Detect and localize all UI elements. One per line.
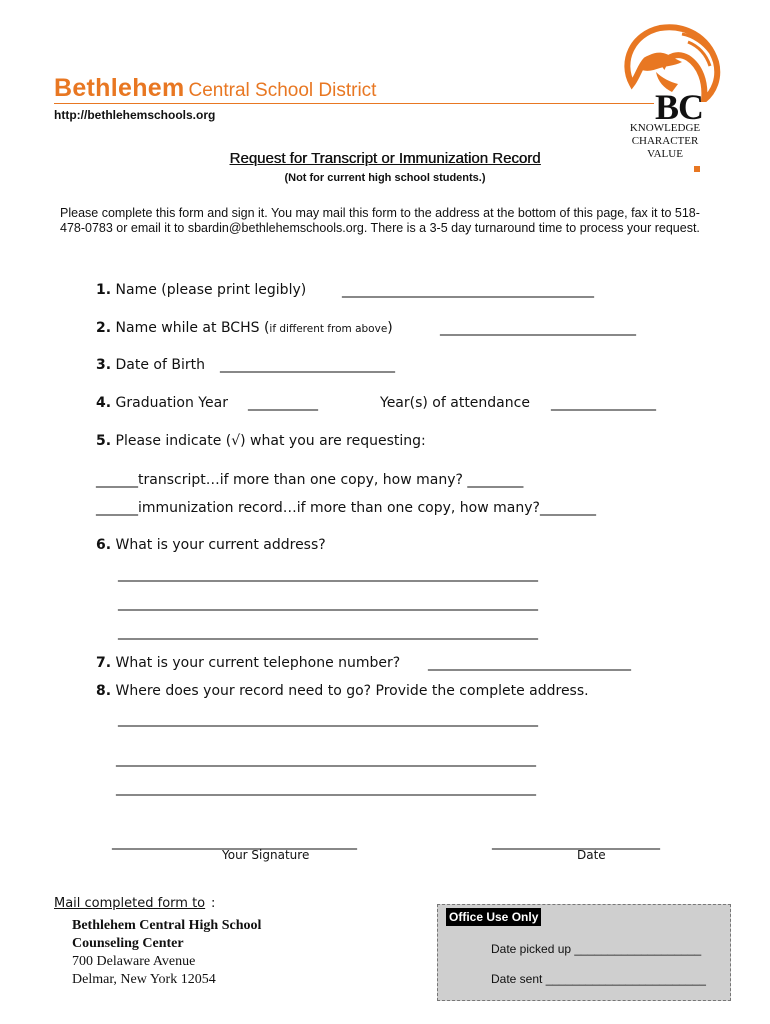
motto-line: KNOWLEDGE — [629, 122, 701, 134]
question-number: 6. — [96, 537, 112, 553]
question-number: 8. — [96, 683, 112, 699]
question-label: Name while at BCHS ( — [115, 320, 270, 336]
question-1 — [96, 282, 306, 298]
question-number: 7. — [96, 655, 112, 671]
date-field[interactable]: ________________________ — [492, 834, 660, 850]
question-number: 2. — [96, 320, 112, 336]
address-line-1[interactable]: ____________________________________________________________ — [118, 566, 538, 582]
question-number: 3. — [96, 357, 112, 373]
address-city: Delmar, New York 12054 — [72, 972, 216, 987]
former-name-field[interactable]: ____________________________ — [440, 320, 636, 336]
question-4 — [96, 395, 228, 411]
name-field[interactable]: ____________________________________ — [342, 282, 594, 298]
question-label: Date of Birth — [115, 357, 205, 373]
birth-date-field[interactable]: _________________________ — [220, 357, 395, 373]
question-label: What is your current telephone number? — [115, 655, 401, 671]
office-use-title: Office Use Only — [446, 908, 541, 926]
address-line-3[interactable]: ____________________________________________________________ — [118, 624, 538, 640]
mail-heading-colon: : — [211, 896, 216, 911]
logo-letters: BC — [655, 87, 704, 127]
question-6 — [96, 537, 326, 553]
destination-line-1[interactable]: ____________________________________________________________ — [118, 711, 538, 727]
address-street: 700 Delaware Avenue — [72, 954, 196, 969]
signature-field[interactable]: ___________________________________ — [112, 834, 357, 850]
question-note: if different from above — [269, 323, 388, 335]
address-department: Counseling Center — [72, 936, 184, 951]
attendance-label: Year(s) of attendance — [380, 395, 530, 411]
question-3 — [96, 357, 205, 373]
motto-line: VALUE — [647, 148, 683, 160]
question-8 — [96, 683, 589, 699]
destination-line-3[interactable]: ____________________________________________________________ — [116, 780, 536, 796]
question-number: 1. — [96, 282, 112, 298]
mail-heading: Mail completed form to — [54, 896, 206, 911]
address-school: Bethlehem Central High School — [72, 918, 262, 933]
question-label-close: ) — [387, 320, 393, 336]
signature-label: Your Signature — [222, 848, 310, 862]
header-rule — [54, 103, 654, 104]
form-subtitle: (Not for current high school students.) — [284, 172, 486, 184]
question-label: Graduation Year — [115, 395, 228, 411]
form-title: Request for Transcript or Immunization Record — [229, 150, 541, 167]
date-sent-field[interactable]: Date sent ________________________ — [491, 972, 706, 986]
question-label: What is your current address? — [115, 537, 326, 553]
destination-line-2[interactable]: ____________________________________________________________ — [116, 751, 536, 767]
intro-text: Please complete this form and sign it. You may mail this form to the address at the bottom of this page, fax it to 518-478-0783 or email it to sbardin@bethlehemschools.org. There is a 3-5 day turnaround time to process your request. — [60, 206, 700, 235]
graduation-year-field[interactable]: __________ — [248, 395, 318, 411]
district-url[interactable]: http://bethlehemschools.org — [54, 108, 216, 122]
transcript-option[interactable]: ______transcript…if more than one copy, how many? ________ — [96, 472, 524, 488]
district-name-rest: Central School District — [188, 80, 377, 101]
motto-line: CHARACTER — [631, 135, 699, 147]
district-name-bold: Bethlehem — [54, 74, 185, 102]
question-label: Please indicate (√) what you are requesting: — [115, 433, 426, 449]
telephone-field[interactable]: _____________________________ — [428, 655, 631, 671]
date-label: Date — [577, 848, 606, 862]
address-line-2[interactable]: ____________________________________________________________ — [118, 595, 538, 611]
question-number: 4. — [96, 395, 112, 411]
question-5 — [96, 433, 426, 449]
question-2 — [96, 320, 393, 336]
date-picked-up-field[interactable]: Date picked up ___________________ — [491, 942, 702, 956]
question-label: Where does your record need to go? Provide the complete address. — [115, 683, 589, 699]
attendance-years-field[interactable]: _______________ — [551, 395, 656, 411]
question-7 — [96, 655, 400, 671]
immunization-option[interactable]: ______immunization record…if more than one copy, how many?________ — [96, 500, 596, 516]
question-label: Name (please print legibly) — [115, 282, 307, 298]
question-number: 5. — [96, 433, 112, 449]
district-name — [54, 74, 376, 103]
